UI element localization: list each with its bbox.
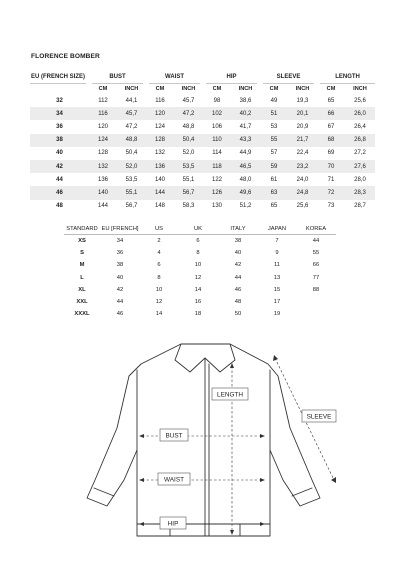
conversion-row <box>64 272 336 284</box>
measurement-cell: 98 <box>203 94 231 107</box>
jacket-outline <box>87 344 320 536</box>
measurement-cell: 40,2 <box>231 107 260 120</box>
hip-header: HIP <box>203 71 260 84</box>
sleeve-header: SLEEVE <box>260 71 317 84</box>
conversion-header-cell: STANDARD <box>64 223 100 235</box>
conversion-cell: 40 <box>234 250 242 257</box>
measurement-cell: 148 <box>146 200 174 213</box>
conversion-header-cell: JAPAN <box>258 223 296 235</box>
unit-inch-header: INCH <box>295 86 310 92</box>
measurement-cell: 27,2 <box>345 147 375 160</box>
measurement-cell: 116 <box>89 107 117 120</box>
hip-label: HIP <box>167 520 179 528</box>
measurement-cell: 22,4 <box>288 147 317 160</box>
measurement-cell: 44,9 <box>231 147 260 160</box>
measurement-cell: 61 <box>260 173 288 186</box>
measurement-cell: 116 <box>146 94 174 107</box>
conversion-cell: 42 <box>234 262 242 269</box>
measurement-cell: 66 <box>317 107 345 120</box>
measurement-cell: 55 <box>260 134 288 147</box>
conversion-cell: 55 <box>312 250 320 257</box>
conversion-row <box>64 235 336 248</box>
measurement-cell: 69 <box>317 147 345 160</box>
conversion-cell: 46 <box>116 311 124 318</box>
measurement-cell: 48,8 <box>117 134 146 147</box>
conversion-cell: 44 <box>116 299 124 306</box>
conversion-cell: 11 <box>273 262 281 269</box>
conversion-header-cell: KOREA <box>296 223 336 235</box>
conversion-header-cell: EU [FRENCH] <box>100 223 140 235</box>
measurement-cell: 71 <box>317 173 345 186</box>
conversion-cell: 48 <box>234 299 242 306</box>
measurement-cell: 73 <box>317 200 345 213</box>
measurement-row <box>30 173 375 186</box>
conversion-cell: 14 <box>194 286 202 293</box>
unit-blank-cell <box>30 84 89 95</box>
conversion-header-cell: UK <box>178 223 218 235</box>
unit-cm-header: CM <box>98 86 108 92</box>
measurement-cell: 48,8 <box>174 120 203 133</box>
bust-header: BUST <box>89 71 146 84</box>
waist-header: WAIST <box>146 71 203 84</box>
conversion-row <box>64 308 336 320</box>
measurement-cell: 51 <box>260 107 288 120</box>
conversion-cell: 10 <box>194 262 202 269</box>
measurement-cell: 46,5 <box>231 160 260 173</box>
measurement-cell: 72 <box>317 186 345 199</box>
measurement-cell: 47,2 <box>117 120 146 133</box>
conversion-header-cell: US <box>140 223 178 235</box>
conversion-cell: 13 <box>273 274 281 281</box>
conversion-cell: 17 <box>273 299 281 306</box>
conversion-row <box>64 296 336 308</box>
measurement-cell: 27,6 <box>345 160 375 173</box>
measurement-cell: 38,6 <box>231 94 260 107</box>
size-cell: 40 <box>30 147 89 160</box>
measurement-cell: 53,5 <box>117 173 146 186</box>
conversion-cell: 9 <box>275 250 279 257</box>
measurement-row <box>30 160 375 173</box>
conversion-cell: 50 <box>234 311 242 318</box>
measurement-row <box>30 147 375 160</box>
measurement-cell: 25,6 <box>288 200 317 213</box>
conversion-cell: 38 <box>234 238 242 245</box>
standard-size-cell: XXL <box>76 299 88 306</box>
measurement-cell: 24,8 <box>288 186 317 199</box>
bust-label: BUST <box>165 432 183 440</box>
size-cell: 42 <box>30 160 89 173</box>
measurement-cell: 65 <box>260 200 288 213</box>
length-label: LENGTH <box>217 391 243 399</box>
conversion-cell: 19 <box>273 311 281 318</box>
measurement-cell: 144 <box>89 200 117 213</box>
conversion-row <box>64 259 336 271</box>
measurement-cell: 110 <box>203 134 231 147</box>
measurement-cell: 128 <box>146 134 174 147</box>
conversion-cell: 40 <box>116 274 124 281</box>
conversion-cell: 18 <box>194 311 202 318</box>
measurement-cell: 55,1 <box>117 186 146 199</box>
measurement-cell: 49,6 <box>231 186 260 199</box>
measurement-cell: 28,0 <box>345 173 375 186</box>
measurement-cell: 59 <box>260 160 288 173</box>
size-column-header: EU (FRENCH SIZE) <box>30 71 89 84</box>
measurement-cell: 26,8 <box>345 134 375 147</box>
measurement-cell: 102 <box>203 107 231 120</box>
measurement-cell: 106 <box>203 120 231 133</box>
measurement-cell: 26,0 <box>345 107 375 120</box>
measurement-cell: 65 <box>317 94 345 107</box>
measurement-cell: 23,2 <box>288 160 317 173</box>
measurement-cell: 63 <box>260 186 288 199</box>
measurement-cell: 130 <box>203 200 231 213</box>
measurement-row <box>30 186 375 199</box>
measurement-cell: 28,3 <box>345 186 375 199</box>
measurement-cell: 47,2 <box>174 107 203 120</box>
measurement-cell: 58,3 <box>174 200 203 213</box>
measurement-cell: 56,7 <box>117 200 146 213</box>
conversion-cell: 77 <box>312 274 320 281</box>
conversion-cell: 34 <box>116 238 124 245</box>
measurement-cell: 124 <box>89 134 117 147</box>
conversion-cell <box>296 308 336 320</box>
conversion-cell: 12 <box>194 274 202 281</box>
conversion-cell: 42 <box>116 286 124 293</box>
measurement-cell: 70 <box>317 160 345 173</box>
sleeve-label: SLEEVE <box>306 413 332 421</box>
conversion-cell: 2 <box>157 238 161 245</box>
measurement-cell: 49 <box>260 94 288 107</box>
conversion-cell: 8 <box>157 274 161 281</box>
measurement-cell: 53 <box>260 120 288 133</box>
conversion-cell: 7 <box>275 238 279 245</box>
jacket-measurement-diagram <box>0 330 400 566</box>
measurement-cell: 41,7 <box>231 120 260 133</box>
conversion-row <box>64 247 336 259</box>
conversion-cell: 38 <box>116 262 124 269</box>
size-cell: 38 <box>30 134 89 147</box>
measurement-cell: 128 <box>89 147 117 160</box>
conversion-cell: 10 <box>155 286 163 293</box>
measurement-row <box>30 134 375 147</box>
measurement-cell: 140 <box>89 186 117 199</box>
conversion-cell: 15 <box>273 286 281 293</box>
measurement-cell: 136 <box>89 173 117 186</box>
unit-inch-header: INCH <box>124 86 139 92</box>
standard-size-cell: S <box>80 250 84 257</box>
measurement-cell: 67 <box>317 120 345 133</box>
measurement-cell: 52,0 <box>117 160 146 173</box>
measurement-cell: 56,7 <box>174 186 203 199</box>
measurement-cell: 124 <box>146 120 174 133</box>
unit-cm-header: CM <box>212 86 222 92</box>
measurement-cell: 50,4 <box>174 134 203 147</box>
size-conversion-table <box>64 223 336 320</box>
unit-inch-header: INCH <box>181 86 196 92</box>
measurement-cell: 55,1 <box>174 173 203 186</box>
measurement-table <box>30 71 375 213</box>
conversion-cell: 36 <box>116 250 124 257</box>
conversion-cell: 4 <box>157 250 161 257</box>
standard-size-cell: L <box>80 274 84 281</box>
measurement-cell: 144 <box>146 186 174 199</box>
conversion-header-cell: ITALY <box>218 223 258 235</box>
measurement-cell: 28,7 <box>345 200 375 213</box>
measurement-cell: 120 <box>146 107 174 120</box>
size-cell: 48 <box>30 200 89 213</box>
measurement-cell: 44,1 <box>117 94 146 107</box>
conversion-cell: 44 <box>312 238 320 245</box>
standard-size-cell: XXXL <box>74 311 90 318</box>
measurement-cell: 122 <box>203 173 231 186</box>
size-cell: 46 <box>30 186 89 199</box>
measurement-cell: 19,3 <box>288 94 317 107</box>
unit-inch-header: INCH <box>353 86 367 92</box>
measurement-cell: 132 <box>146 147 174 160</box>
measurement-cell: 20,1 <box>288 107 317 120</box>
measurement-cell: 126 <box>203 186 231 199</box>
standard-size-cell: XS <box>78 238 86 245</box>
unit-inch-header: INCH <box>238 86 253 92</box>
measurement-row <box>30 120 375 133</box>
measurement-cell: 114 <box>203 147 231 160</box>
conversion-cell: 88 <box>312 286 320 293</box>
size-cell: 32 <box>30 94 89 107</box>
measurement-cell: 51,2 <box>231 200 260 213</box>
measurement-cell: 136 <box>146 160 174 173</box>
measurement-row <box>30 94 375 107</box>
conversion-cell: 46 <box>234 286 242 293</box>
measurement-cell: 52,0 <box>174 147 203 160</box>
conversion-cell: 44 <box>234 274 242 281</box>
measurement-cell: 20,9 <box>288 120 317 133</box>
standard-size-cell: M <box>79 262 85 269</box>
measurement-cell: 45,7 <box>117 107 146 120</box>
size-cell: 34 <box>30 107 89 120</box>
measurement-cell: 48,0 <box>231 173 260 186</box>
conversion-row <box>64 284 336 296</box>
conversion-header-row <box>64 223 336 235</box>
conversion-cell: 66 <box>312 262 320 269</box>
measurement-cell: 26,4 <box>345 120 375 133</box>
measurement-cell: 45,7 <box>174 94 203 107</box>
measurement-cell: 57 <box>260 147 288 160</box>
conversion-cell: 6 <box>196 238 200 245</box>
measurement-row <box>30 107 375 120</box>
product-title: FLORENCE BOMBER <box>31 53 100 60</box>
unit-cm-header: CM <box>155 86 165 92</box>
size-cell: 36 <box>30 120 89 133</box>
measurement-cell: 50,4 <box>117 147 146 160</box>
measurement-group-header <box>30 71 375 84</box>
measurement-cell: 118 <box>203 160 231 173</box>
conversion-cell <box>296 296 336 308</box>
measurement-cell: 43,3 <box>231 134 260 147</box>
measurement-unit-row <box>30 84 375 95</box>
conversion-cell: 14 <box>155 311 163 318</box>
size-cell: 44 <box>30 173 89 186</box>
measurement-cell: 132 <box>89 160 117 173</box>
measurement-row <box>30 200 375 213</box>
conversion-cell: 16 <box>194 299 202 306</box>
measurement-cell: 140 <box>146 173 174 186</box>
unit-cm-header: CM <box>269 86 279 92</box>
waist-label: WAIST <box>164 476 184 484</box>
unit-cm-header: CM <box>326 86 336 92</box>
measurement-cell: 24,0 <box>288 173 317 186</box>
length-header: LENGTH <box>317 71 375 84</box>
standard-size-cell: XL <box>78 286 86 293</box>
conversion-cell: 6 <box>157 262 161 269</box>
measurement-cell: 112 <box>89 94 117 107</box>
measurement-cell: 21,7 <box>288 134 317 147</box>
measurement-cell: 53,5 <box>174 160 203 173</box>
conversion-cell: 12 <box>155 299 163 306</box>
measurement-cell: 68 <box>317 134 345 147</box>
measurement-cell: 120 <box>89 120 117 133</box>
conversion-cell: 8 <box>196 250 200 257</box>
measurement-cell: 25,6 <box>345 94 375 107</box>
